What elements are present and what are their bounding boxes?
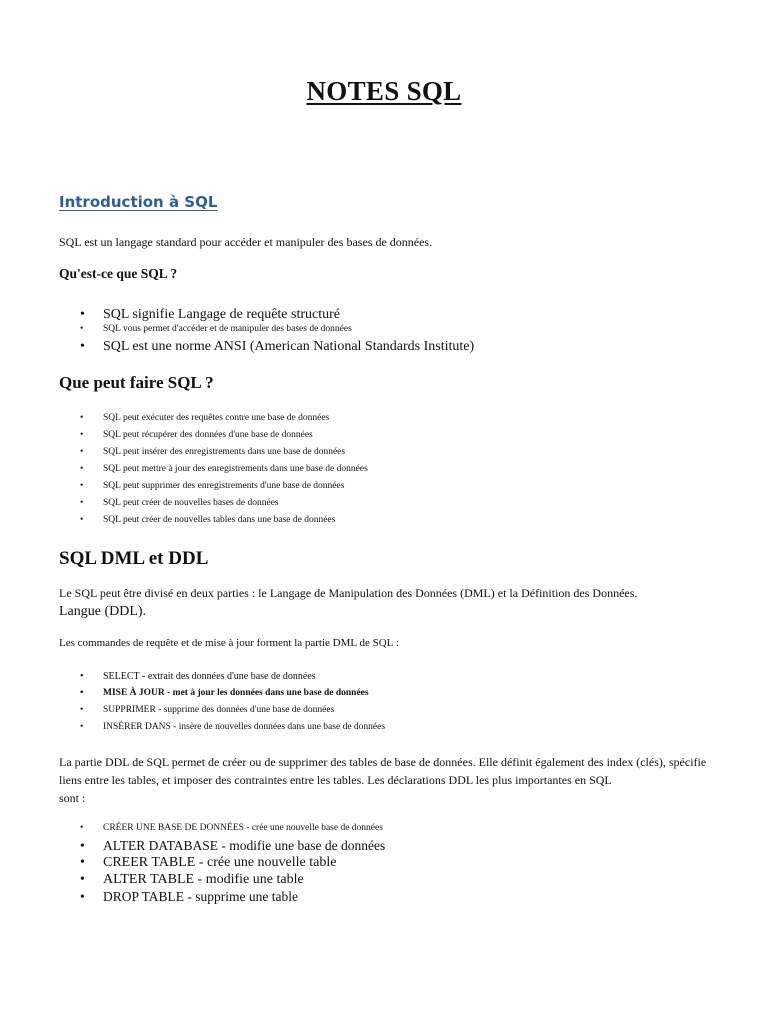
dml-ddl-heading: SQL DML et DDL (59, 548, 209, 569)
list-item: • SQL peut insérer des enregistrements dans une base de données (0, 444, 368, 461)
bullet-icon: • (80, 430, 84, 440)
list-item: • DROP TABLE - supprime une table (80, 889, 299, 904)
bullet-icon: • (80, 855, 85, 870)
bullet-icon: • (80, 447, 84, 457)
list-item: • SQL peut créer de nouvelles bases de données (0, 495, 368, 512)
bullet-icon: • (80, 872, 85, 887)
bullet-icon: • (80, 307, 85, 322)
list-item: • MISE À JOUR - met à jour les données dans une base de données (0, 685, 385, 702)
list-item: • SQL peut exécuter des requêtes contre une base de données (0, 410, 368, 427)
bullet-icon: • (80, 515, 84, 525)
dml-ddl-para2: Les commandes de requête et de mise à jour forment la partie DML de SQL : (59, 637, 399, 649)
dml-list (0, 668, 385, 736)
list-item: • CRÉER UNE BASE DE DONNÉES - crée une nouvelle base de données (0, 820, 385, 837)
can-do-heading: Que peut faire SQL ? (59, 373, 214, 392)
what-is-list (0, 306, 474, 355)
bullet-icon: • (80, 413, 84, 423)
bullet-icon: • (80, 498, 84, 508)
list-item: • SUPPRIMER - supprime des données d'une base de données (0, 702, 385, 719)
bullet-icon: • (80, 705, 84, 715)
list-item: • ALTER DATABASE - modifie une base de données (80, 838, 386, 853)
list-item: • SELECT - extrait des données d'une base de données (0, 668, 385, 685)
intro-text: SQL est un langage standard pour accéder et manipuler des bases de données. (59, 235, 433, 249)
dml-ddl-para3-line3: sont : (59, 791, 86, 805)
dml-ddl-para1-line1: Le SQL peut être divisé en deux parties : le Langage de Manipulation des Données (DML) et la Définition des Données. (59, 586, 638, 600)
list-item: • SQL peut mettre à jour des enregistrements dans une base de données (0, 461, 368, 478)
dml-ddl-para1-line2: Langue (DDL). (59, 604, 147, 619)
bullet-icon: • (80, 889, 85, 904)
list-item: • SQL peut récupérer des données d'une base de données (0, 427, 368, 444)
bullet-icon: • (80, 671, 84, 682)
bullet-icon: • (80, 823, 84, 833)
list-item: • SQL vous permet d'accéder et de manipuler des bases de données (80, 324, 352, 334)
list-item: • INSÉRER DANS - insère de nouvelles données dans une base de données (0, 719, 385, 736)
ddl-list (0, 820, 385, 905)
list-item: • SQL peut supprimer des enregistrements d'une base de données (0, 478, 368, 495)
bullet-icon: • (80, 481, 84, 491)
can-do-list (0, 410, 368, 529)
bullet-icon: • (80, 722, 84, 732)
dml-ddl-para3-line2: liens entre les tables, et imposer des contraintes entre les tables. Les déclarations DDL les plus importantes en SQL (59, 773, 612, 787)
bullet-icon: • (80, 838, 85, 853)
list-item: • ALTER TABLE - modifie une table (80, 872, 304, 887)
bullet-icon: • (80, 688, 84, 698)
bullet-icon: • (80, 339, 85, 354)
what-is-heading: Qu'est-ce que SQL ? (59, 266, 178, 281)
list-item: • CREER TABLE - crée une nouvelle table (80, 855, 337, 870)
bullet-icon: • (80, 464, 84, 474)
bullet-icon: • (80, 324, 84, 334)
list-item: • SQL est une norme ANSI (American National Standards Institute) (80, 339, 475, 354)
dml-ddl-para3-line1: La partie DDL de SQL permet de créer ou de supprimer des tables de base de données. Elle définit également des index (clés), spécifie (59, 755, 707, 769)
list-item: • SQL signifie Langage de requête structuré (80, 307, 341, 322)
intro-heading: Introduction à SQL (59, 193, 218, 211)
page-title: NOTES SQL (306, 76, 462, 106)
list-item: • SQL peut créer de nouvelles tables dans une base de données (0, 512, 368, 529)
